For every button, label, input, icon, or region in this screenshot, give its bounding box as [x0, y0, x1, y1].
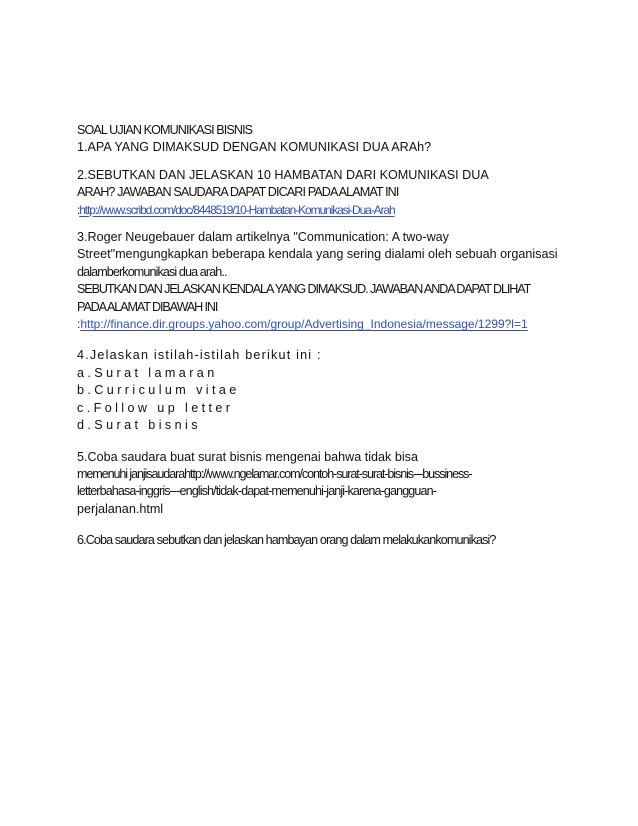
question-5-line-3: letterbahasa-inggris---english/tidak-dapat-memenuhi-janji-karena-gangguan-: [77, 484, 437, 499]
question-4-item-b: b.Curriculum vitae: [77, 383, 240, 398]
question-3-link-prefix: :: [77, 317, 81, 332]
question-3-line-5: PADA ALAMAT DIBAWAH INI: [77, 299, 218, 314]
question-2-link-prefix: :: [77, 202, 80, 217]
spacer: [77, 435, 577, 449]
question-2-line-1: 2.SEBUTKAN DAN JELASKAN 10 HAMBATAN DARI KOMUNIKASI DUA: [77, 167, 489, 182]
question-3-line-3: dalamberkomunikasi dua arah..: [77, 264, 227, 279]
document-title: SOAL UJIAN KOMUNIKASI BISNIS: [77, 123, 253, 137]
document-body: [77, 122, 577, 550]
question-5-line-2: memenuhi janjisaudarahttp://www.ngelamar.com/contoh-surat-surat-bisnis---bussiness-: [77, 466, 472, 481]
question-4-intro: 4.Jelaskan istilah-istilah berikut ini :: [77, 348, 322, 363]
question-4-item-d: d.Surat bisnis: [77, 418, 201, 433]
spacer: [77, 518, 577, 532]
spacer: [77, 157, 577, 167]
question-4-item-a: a.Surat lamaran: [77, 365, 218, 380]
question-3-link[interactable]: http://finance.dir.groups.yahoo.com/group/Advertising_Indonesia/message/1299?l=1: [80, 317, 528, 332]
question-2-line-2: ARAH? JAWABAN SAUDARA DAPAT DICARI PADA ALAMAT INI: [77, 185, 399, 200]
question-5-line-4: perjalanan.html: [77, 501, 164, 516]
question-4-item-c: c.Follow up letter: [77, 400, 234, 415]
question-6: 6.Coba saudara sebutkan dan jelaskan hambayan orang dalam melakukankomunikasi?: [77, 533, 496, 548]
spacer: [77, 219, 577, 229]
question-2-link-line: [77, 202, 577, 219]
question-3-line-1: 3.Roger Neugebauer dalam artikelnya "Communication: A two-way: [77, 230, 449, 245]
question-5-line-1: 5.Coba saudara buat surat bisnis mengenai bahwa tidak bisa: [77, 449, 418, 464]
spacer: [77, 333, 577, 347]
question-3-line-4: SEBUTKAN DAN JELASKAN KENDALA YANG DIMAKSUD. JAWABAN ANDA DAPAT DLIHAT: [77, 282, 531, 297]
question-3-link-line: [77, 316, 577, 333]
question-2-link[interactable]: http://www.scribd.com/doc/8448519/10-Hambatan-Komunikasi-Dua-Arah: [79, 202, 395, 217]
question-1: 1.APA YANG DIMAKSUD DENGAN KOMUNIKASI DUA ARAh?: [77, 140, 432, 155]
question-3-line-2: Street"mengungkapkan beberapa kendala yang sering dialami oleh sebuah organisasi: [77, 247, 558, 262]
